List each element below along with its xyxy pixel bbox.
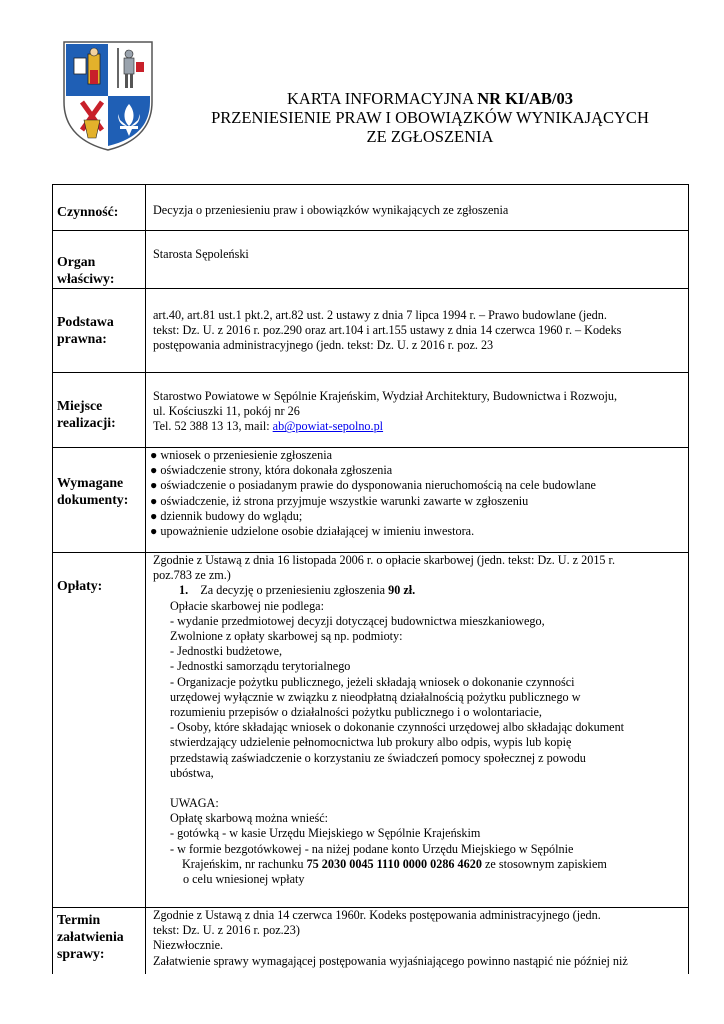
termin-line: Zgodnie z Ustawą z dnia 14 czerwca 1960r. Kodeks postępowania administracyjnego (jedn. <box>153 908 601 922</box>
uwaga-line: - gotówką - w kasie Urzędu Miejskiego w Sępólnie Krajeńskim <box>170 826 481 841</box>
crest-icon <box>62 40 154 152</box>
row-miejsce <box>53 373 689 448</box>
label-cell <box>53 553 146 908</box>
title-line-3: ZE ZGŁOSZENIA <box>366 127 494 146</box>
oplaty-line: rozumieniu przepisów o działalności pożytku publicznego i o wolontariacie, <box>170 705 542 720</box>
document-title <box>150 89 710 146</box>
value-cell <box>146 448 689 553</box>
label-czynnosc: Czynność: <box>57 204 119 219</box>
list-item: ● oświadczenie strony, która dokonała zgłoszenia <box>150 463 393 478</box>
miejsce-line-3: Tel. 52 388 13 13, mail: <box>153 419 273 434</box>
label-cell <box>53 185 146 231</box>
row-termin <box>53 908 689 974</box>
row-podstawa <box>53 289 689 373</box>
label-cell <box>53 373 146 448</box>
podstawa-line-1: art.40, art.81 ust.1 pkt.2, art.82 ust. 2 ustawy z dnia 7 lipca 1994 r. – Prawo budowlane (jedn. <box>153 308 607 322</box>
list-item: ● oświadczenie o posiadanym prawie do dysponowania nieruchomością na cele budowlane <box>150 478 596 493</box>
termin-line: Niezwłocznie. <box>153 938 224 953</box>
label-dokumenty-1: Wymagane <box>57 475 124 490</box>
oplaty-intro-2: poz.783 ze zm.) <box>153 568 231 583</box>
oplaty-intro-1: Zgodnie z Ustawą z dnia 16 listopada 2006 r. o opłacie skarbowej (jedn. tekst: Dz. U. z 2015 r. <box>153 553 615 567</box>
label-cell <box>53 908 146 974</box>
label-oplaty: Opłaty: <box>57 578 103 593</box>
miejsce-line-2: ul. Kościuszki 11, pokój nr 26 <box>153 404 300 419</box>
list-item: ● upoważnienie udzielone osobie działającej w imieniu inwestora. <box>150 524 475 539</box>
oplaty-line: ubóstwa, <box>170 765 214 780</box>
termin-line: tekst: Dz. U. z 2016 r. poz.23) <box>153 923 300 938</box>
value-cell <box>146 373 689 448</box>
oplaty-line: - Osoby, które składając wniosek o dokonanie czynności urzędowej albo składając dokument <box>170 720 625 735</box>
value-cell <box>146 231 689 289</box>
label-podstawa-2: prawna: <box>57 331 107 346</box>
oplaty-line: - Jednostki samorządu terytorialnego <box>170 659 351 674</box>
label-cell <box>53 448 146 553</box>
miejsce-line-1: Starostwo Powiatowe w Sępólnie Krajeńskim, Wydział Architektury, Budownictwa i Rozwoju, <box>153 389 618 403</box>
value-czynnosc: Decyzja o przeniesieniu praw i obowiązków wynikających ze zgłoszenia <box>153 203 509 217</box>
oplaty-line: przedstawią zaświadczenie o korzystaniu ze świadczeń pomocy społecznej z powodu <box>170 750 586 765</box>
oplaty-line: - Organizacje pożytku publicznego, jeżeli składają wniosek o dokonanie czynności <box>170 674 575 689</box>
row-oplaty <box>53 553 689 908</box>
value-organ: Starosta Sępoleński <box>153 247 249 261</box>
info-table <box>52 184 689 974</box>
row-dokumenty <box>53 448 689 553</box>
uwaga-heading: UWAGA: <box>170 796 219 811</box>
oplaty-line: Zwolnione z opłaty skarbowej są np. podmioty: <box>170 629 403 644</box>
oplaty-line: Opłacie skarbowej nie podlega: <box>170 598 324 613</box>
label-organ-2: właściwy: <box>57 271 115 286</box>
title-prefix: KARTA INFORMACYJNA <box>286 89 478 108</box>
value-cell <box>146 185 689 231</box>
label-termin-2: załatwienia <box>57 929 124 944</box>
uwaga-line: Opłatę skarbową można wnieść: <box>170 811 329 826</box>
list-item: ● dziennik budowy do wglądu; <box>150 508 303 523</box>
label-cell <box>53 289 146 373</box>
label-miejsce-2: realizacji: <box>57 415 116 430</box>
title-line-2: PRZENIESIENIE PRAW I OBOWIĄZKÓW WYNIKAJĄCYCH <box>211 108 649 127</box>
label-cell <box>53 231 146 289</box>
uwaga-line: - w formie bezgotówkowej - na niżej podane konto Urzędu Miejskiego w Sępólnie <box>170 841 574 856</box>
label-organ-1: Organ <box>57 254 96 269</box>
email-link[interactable]: ab@powiat-sepolno.pl <box>272 419 384 434</box>
value-cell <box>146 289 689 373</box>
oplaty-last-line: o celu wniesionej wpłaty <box>183 872 305 887</box>
account-prefix: Krajeńskim, nr rachunku <box>182 856 307 871</box>
termin-line: Załatwienie sprawy wymagającej postępowania wyjaśniającego powinno nastąpić nie później niż <box>153 953 628 968</box>
account-suffix: ze stosownym zapiskiem <box>481 856 607 871</box>
podstawa-line-3: postępowania administracyjnego (jedn. tekst: Dz. U. z 2016 r. poz. 23 <box>153 338 494 353</box>
point-text: Za decyzję o przeniesieniu zgłoszenia <box>200 583 389 598</box>
oplaty-line: - wydanie przedmiotowej decyzji dotyczącej budownictwa mieszkaniowego, <box>170 613 545 628</box>
oplaty-line: - Jednostki budżetowe, <box>170 644 283 659</box>
label-termin-3: sprawy: <box>57 946 105 961</box>
value-cell <box>146 908 689 974</box>
label-dokumenty-2: dokumenty: <box>57 492 129 507</box>
account-number: 75 2030 0045 1110 0000 0286 4620 <box>306 856 482 871</box>
row-czynnosc <box>53 185 689 231</box>
list-item: ● oświadczenie, iż strona przyjmuje wszystkie warunki zawarte w zgłoszeniu <box>150 493 529 508</box>
point-amount: 90 zł. <box>388 583 416 598</box>
point-number: 1. <box>179 583 189 598</box>
value-cell <box>146 553 689 908</box>
label-podstawa-1: Podstawa <box>57 314 114 329</box>
label-termin-1: Termin <box>57 912 101 927</box>
podstawa-line-2: tekst: Dz. U. z 2016 r. poz.290 oraz art.104 i art.155 ustawy z dnia 14 czerwca 1960 r. – Kodeks <box>153 323 622 338</box>
oplaty-line: urzędowej wyłącznie w związku z nieodpłatną działalnością pożytku publicznego w <box>170 689 581 704</box>
title-code: NR KI/AB/03 <box>477 89 574 108</box>
list-item: ● wniosek o przeniesienie zgłoszenia <box>150 448 332 462</box>
label-miejsce-1: Miejsce <box>57 398 103 413</box>
row-organ <box>53 231 689 289</box>
oplaty-line: stwierdzający udzielenie pełnomocnictwa lub prokury albo odpis, wypis lub kopię <box>170 735 572 750</box>
